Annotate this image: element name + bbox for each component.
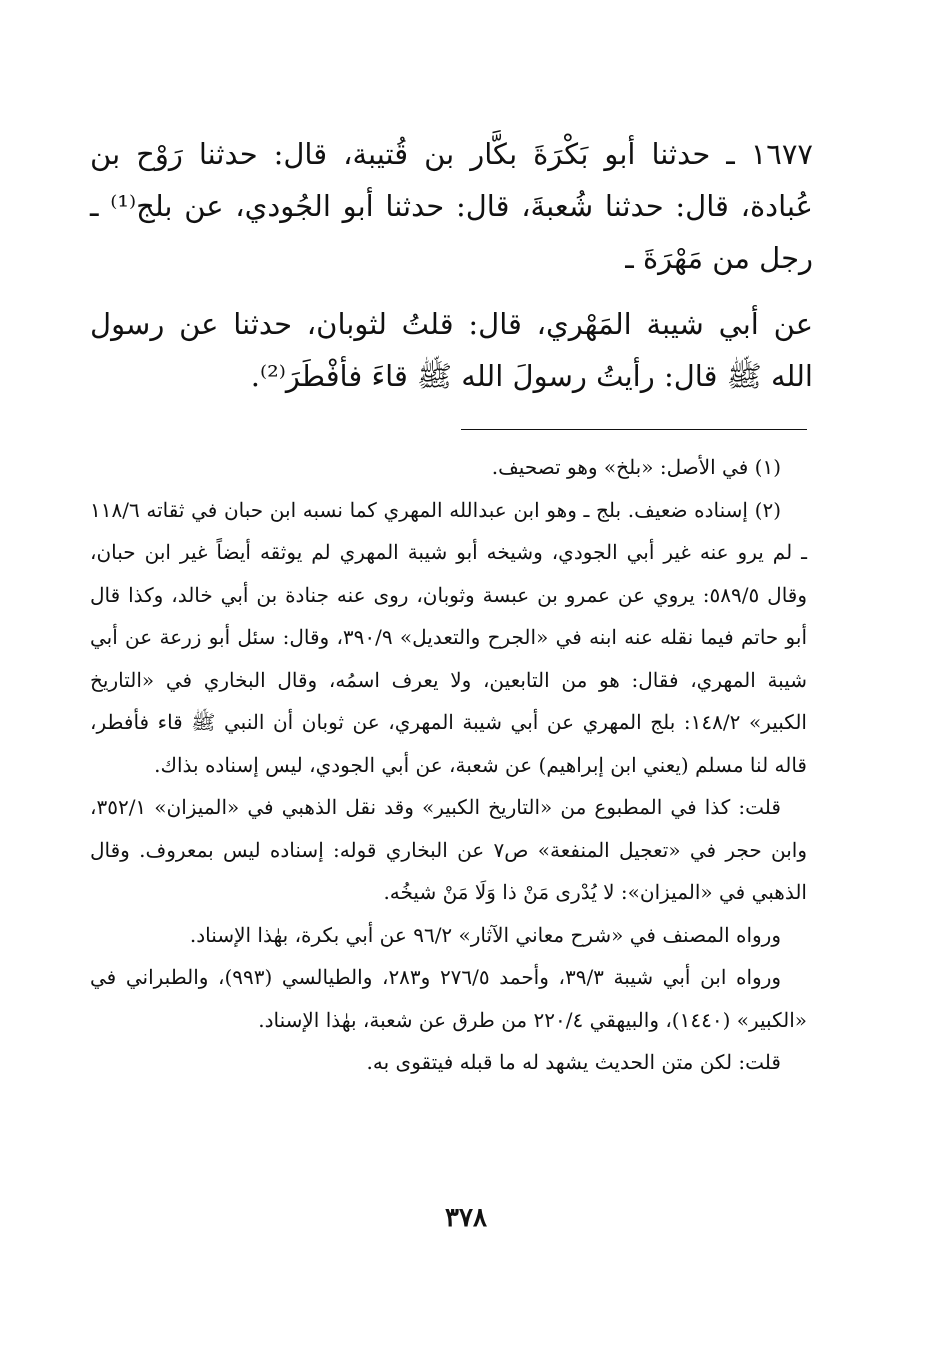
footnote-2-conclusion: قلت: لكن متن الحديث يشهد له ما قبله فيتقوى به. xyxy=(366,1050,781,1074)
footnote-2: (٢) إسناده ضعيف. بلج ـ وهو ابن عبدالله المهري كما نسبه ابن حبان في ثقاته ١١٨/٦ ـ لم يرو عنه غير أبي الجودي، وشيخه أبو شيبة المهري لم يوثقه أيضاً غير ابن حبان، وقال ٥٨٩/٥: يروي عن عمرو بن عبسة وثوبان، روى عنه جنادة بن أبي خالد، وكذا قال أبو حاتم فيما نقله عنه ابنه في «الجرح والتعديل» ٣٩٠/٩، وقال: سئل أبو زرعة عن أبي شيبة المهري، فقال: هو من التابعين، ولا يعرف اسمُه، وقال البخاري في «التاريخ الكبير» ١٤٨/٢: بلج المهري عن أبي شيبة المهري، عن ثوبان أن النبي ﷺ قاء فأفطر، قاله لنا مسلم (يعني ابن إبراهيم) عن شعبة، عن أبي الجودي، ليس إسناده بذاك. xyxy=(90,497,808,777)
footnote-2-source-1: ورواه المصنف في «شرح معاني الآثار» ٩٦/٢ عن أبي بكرة، بهٰذا الإسناد. xyxy=(189,922,781,947)
footnote-separator xyxy=(461,429,807,430)
footnote-2-source-2: ورواه ابن أبي شيبة ٣٩/٣، وأحمد ٢٧٦/٥ و٢٨٣، والطيالسي (٩٩٣)، والطبراني في «الكبير» (١٤٤٠)، والبيهقي ٢٢٠/٤ من طرق عن شعبة، بهٰذا الإسناد. xyxy=(90,965,807,1032)
page-number: ٣٧٨ xyxy=(445,1203,487,1233)
footnote-2-comment: قلت: كذا في المطبوع من «التاريخ الكبير» وقد نقل الذهبي في «الميزان» ٣٥٢/١، وابن حجر في «تعجيل المنفعة» ص٧ عن البخاري قوله: إسناده ليس بمعروف. وقال الذهبي في «الميزان»: لا يُدْرى مَنْ ذا وَلَا مَنْ شيخُه. xyxy=(90,795,807,904)
hadith-paragraph-2: عن أبي شيبة المَهْري، قال: قلتُ لثوبان، حدثنا عن رسول الله ﷺ قال: رأيتُ رسولَ الله ﷺ قاءَ فأفْطَرَ⁽²⁾. xyxy=(90,307,813,393)
hadith-paragraph-1: ١٦٧٧ ـ حدثنا أبو بَكْرَةَ بكَّار بن قُتيبة، قال: حدثنا رَوْح بن عُبادة، قال: حدثنا شُعبةَ، قال: حدثنا أبو الجُودي، عن بلج⁽¹⁾ ـ رجل من مَهْرَةَ ـ xyxy=(90,137,813,275)
footnote-1: (١) في الأصل: «بلخ» وهو تصحيف. xyxy=(491,455,781,479)
footnotes xyxy=(90,446,807,1084)
hadith-text xyxy=(90,128,813,416)
